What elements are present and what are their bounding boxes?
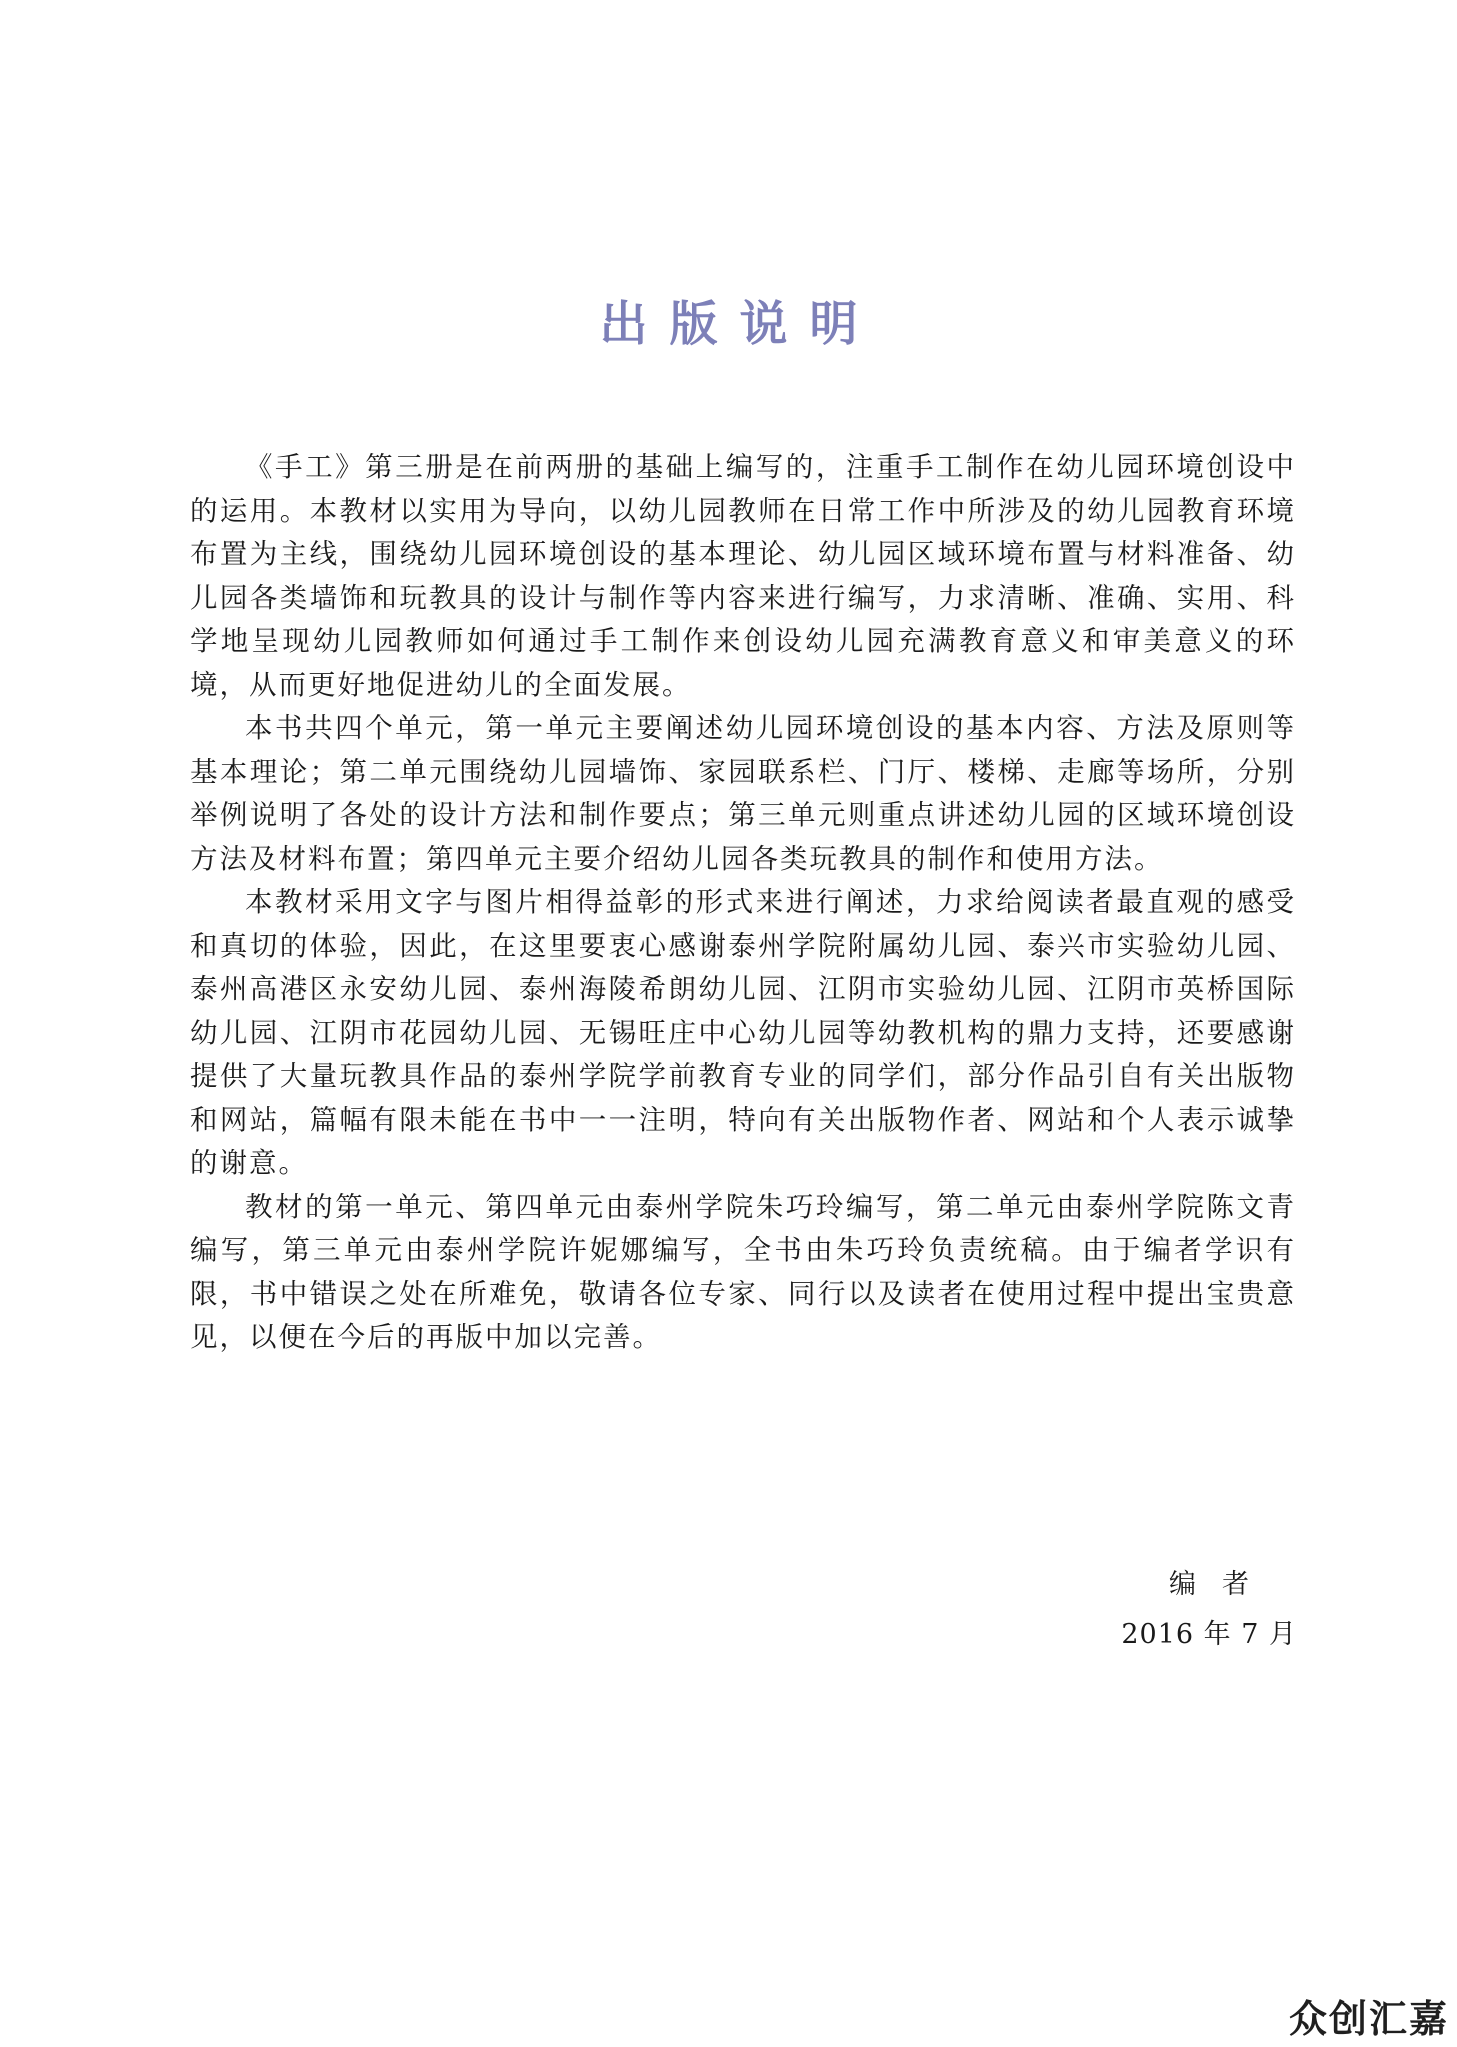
paragraph-acknowledgements: 本教材采用文字与图片相得益彰的形式来进行阐述，力求给阅读者最直观的感受和真切的体验，因此，在这里要衷心感谢泰州学院附属幼儿园、泰兴市实验幼儿园、泰州高港区永安幼儿园、泰州海陵希朗幼儿园、江阴市实验幼儿园、江阴市英桥国际幼儿园、江阴市花园幼儿园、无锡旺庄中心幼儿园等幼教机构的鼎力支持，还要感谢提供了大量玩教具作品的泰州学院学前教育专业的同学们，部分作品引自有关出版物和网站，篇幅有限未能在书中一一注明，特向有关出版物作者、网站和个人表示诚挚的谢意。 bbox=[190, 886, 1296, 1179]
paragraph-intro: 《手工》第三册是在前两册的基础上编写的，注重手工制作在幼儿园环境创设中的运用。本教材以实用为导向，以幼儿园教师在日常工作中所涉及的幼儿园教育环境布置为主线，围绕幼儿园环境创设的基本理论、幼儿园区域环境布置与材料准备、幼儿园各类墙饰和玩教具的设计与制作等内容来进行编写，力求清晰、准确、实用、科学地呈现幼儿园教师如何通过手工制作来创设幼儿园充满教育意义和审美意义的环境，从而更好地促进幼儿的全面发展。 bbox=[190, 451, 1296, 701]
paragraph-units: 本书共四个单元，第一单元主要阐述幼儿园环境创设的基本内容、方法及原则等基本理论；第二单元围绕幼儿园墙饰、家园联系栏、门厅、楼梯、走廊等场所，分别举例说明了各处的设计方法和制作要点；第三单元则重点讲述幼儿园的区域环境创设方法及材料布置；第四单元主要介绍幼儿园各类玩教具的制作和使用方法。 bbox=[190, 712, 1296, 875]
paragraph-authors: 教材的第一单元、第四单元由泰州学院朱巧玲编写，第二单元由泰州学院陈文青编写，第三单元由泰州学院许妮娜编写，全书由朱巧玲负责统稿。由于编者学识有限，书中错误之处在所难免，敬请各位专家、同行以及读者在使用过程中提出宝贵意见，以便在今后的再版中加以完善。 bbox=[190, 1190, 1296, 1353]
watermark-logo: 众创汇嘉 bbox=[1288, 1997, 1449, 2041]
signature-block bbox=[1121, 1560, 1297, 1660]
preface-body bbox=[190, 446, 1296, 1360]
signature-date: 2016 年 7 月 bbox=[1121, 1619, 1297, 1650]
page-title: 出版说明 bbox=[599, 296, 880, 352]
signature-author: 编者 bbox=[1169, 1569, 1275, 1600]
